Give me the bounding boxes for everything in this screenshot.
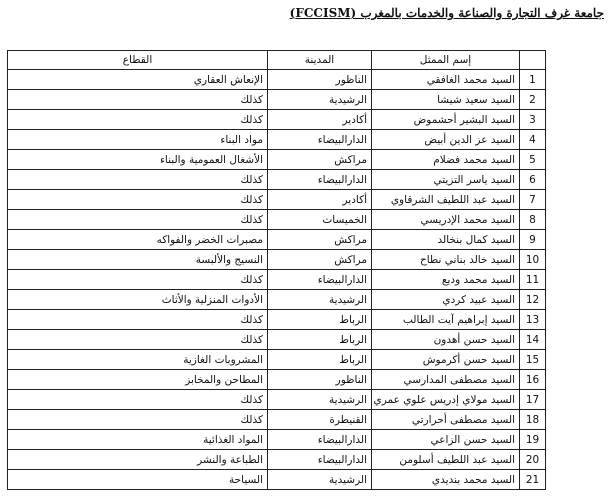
representative-name-cell: السيد حسن الزاعي [372,430,520,450]
table-row [8,390,546,410]
sector-cell: الطباعة والنشر [8,450,268,470]
row-number-cell: 17 [520,390,546,410]
representative-name-cell: السيد سعيد شيشا [372,90,520,110]
representative-name-cell: السيد محمد فضلام [372,150,520,170]
representative-name-cell: السيد عبيد كردي [372,290,520,310]
row-number-cell: 15 [520,350,546,370]
representative-name-cell: السيد عبد اللطيف أسلومن [372,450,520,470]
row-number-cell: 7 [520,190,546,210]
representative-name-cell: السيد حسن أهدون [372,330,520,350]
table-row [8,70,546,90]
table-body [8,70,546,490]
table-row [8,250,546,270]
header-sector: القطاع [8,51,268,70]
row-number-cell: 6 [520,170,546,190]
row-number-cell: 18 [520,410,546,430]
representative-name-cell: السيد كمال بنخالد [372,230,520,250]
table-row [8,450,546,470]
city-cell: الرشيدية [268,90,372,110]
table-header-row [8,51,546,70]
row-number-cell: 11 [520,270,546,290]
document-title: جامعة غرف التجارة والصناعة والخدمات بالمغرب (FCCISM) [289,6,604,20]
row-number-cell: 9 [520,230,546,250]
row-number-cell: 4 [520,130,546,150]
table-row [8,330,546,350]
city-cell: مراكش [268,230,372,250]
representative-name-cell: السيد محمد الإدريسي [372,210,520,230]
sector-cell: مصبرات الخضر والفواكه [8,230,268,250]
table-row [8,190,546,210]
header-name: إسم الممثل [372,51,520,70]
header-city: المدينة [268,51,372,70]
sector-cell: السياحة [8,470,268,490]
city-cell: الدارالبيضاء [268,270,372,290]
representative-name-cell: السيد عبد اللطيف الشرقاوي [372,190,520,210]
representative-name-cell: السيد محمد بنديدي [372,470,520,490]
row-number-cell: 19 [520,430,546,450]
sector-cell: كذلك [8,270,268,290]
sector-cell: كذلك [8,170,268,190]
header-number [520,51,546,70]
sector-cell: المشروبات الغازية [8,350,268,370]
representative-name-cell: السيد حسن أكرموش [372,350,520,370]
table-row [8,230,546,250]
sector-cell: المواد الغذائية [8,430,268,450]
table-row [8,210,546,230]
city-cell: الدارالبيضاء [268,450,372,470]
sector-cell: الأدوات المنزلية والأثاث [8,290,268,310]
sector-cell: كذلك [8,390,268,410]
members-table [7,50,546,490]
city-cell: الدارالبيضاء [268,430,372,450]
row-number-cell: 21 [520,470,546,490]
city-cell: الناظور [268,370,372,390]
sector-cell: كذلك [8,110,268,130]
city-cell: الرشيدية [268,390,372,410]
row-number-cell: 1 [520,70,546,90]
table-row [8,150,546,170]
representative-name-cell: السيد محمد الغافقي [372,70,520,90]
sector-cell: مواد البناء [8,130,268,150]
table-row [8,410,546,430]
representative-name-cell: السيد محمد وديع [372,270,520,290]
city-cell: الخميسات [268,210,372,230]
representative-name-cell: السيد مصطفى أحرارتي [372,410,520,430]
row-number-cell: 3 [520,110,546,130]
representative-name-cell: السيد خالد بناني نطاح [372,250,520,270]
city-cell: الرباط [268,330,372,350]
city-cell: الدارالبيضاء [268,170,372,190]
representative-name-cell: السيد مصطفى المدارسي [372,370,520,390]
city-cell: القنيطرة [268,410,372,430]
row-number-cell: 20 [520,450,546,470]
table-row [8,350,546,370]
representative-name-cell: السيد إبراهيم آيت الطالب [372,310,520,330]
city-cell: الدارالبيضاء [268,130,372,150]
city-cell: الرباط [268,350,372,370]
sector-cell: كذلك [8,410,268,430]
representative-name-cell: السيد مولاي إدريس علوي عمري [372,390,520,410]
city-cell: أكادير [268,110,372,130]
row-number-cell: 10 [520,250,546,270]
table-row [8,470,546,490]
sector-cell: كذلك [8,210,268,230]
sector-cell: المطاحن والمخابز [8,370,268,390]
row-number-cell: 16 [520,370,546,390]
sector-cell: كذلك [8,310,268,330]
city-cell: الرباط [268,310,372,330]
table-row [8,90,546,110]
representative-name-cell: السيد البشير أحشموض [372,110,520,130]
city-cell: أكادير [268,190,372,210]
table-row [8,110,546,130]
table-row [8,290,546,310]
row-number-cell: 14 [520,330,546,350]
row-number-cell: 12 [520,290,546,310]
row-number-cell: 13 [520,310,546,330]
city-cell: الرشيدية [268,290,372,310]
representative-name-cell: السيد ياسر التزيتي [372,170,520,190]
city-cell: مراكش [268,250,372,270]
city-cell: مراكش [268,150,372,170]
city-cell: الناظور [268,70,372,90]
row-number-cell: 2 [520,90,546,110]
representative-name-cell: السيد عز الدين أبيض [372,130,520,150]
sector-cell: الأشغال العمومية والبناء [8,150,268,170]
table-row [8,430,546,450]
sector-cell: كذلك [8,90,268,110]
table-row [8,310,546,330]
sector-cell: كذلك [8,190,268,210]
row-number-cell: 8 [520,210,546,230]
sector-cell: النسيج والألبسة [8,250,268,270]
row-number-cell: 5 [520,150,546,170]
sector-cell: كذلك [8,330,268,350]
city-cell: الرشيدية [268,470,372,490]
sector-cell: الإنعاش العقاري [8,70,268,90]
table-row [8,130,546,150]
table-row [8,370,546,390]
table-row [8,270,546,290]
table-row [8,170,546,190]
